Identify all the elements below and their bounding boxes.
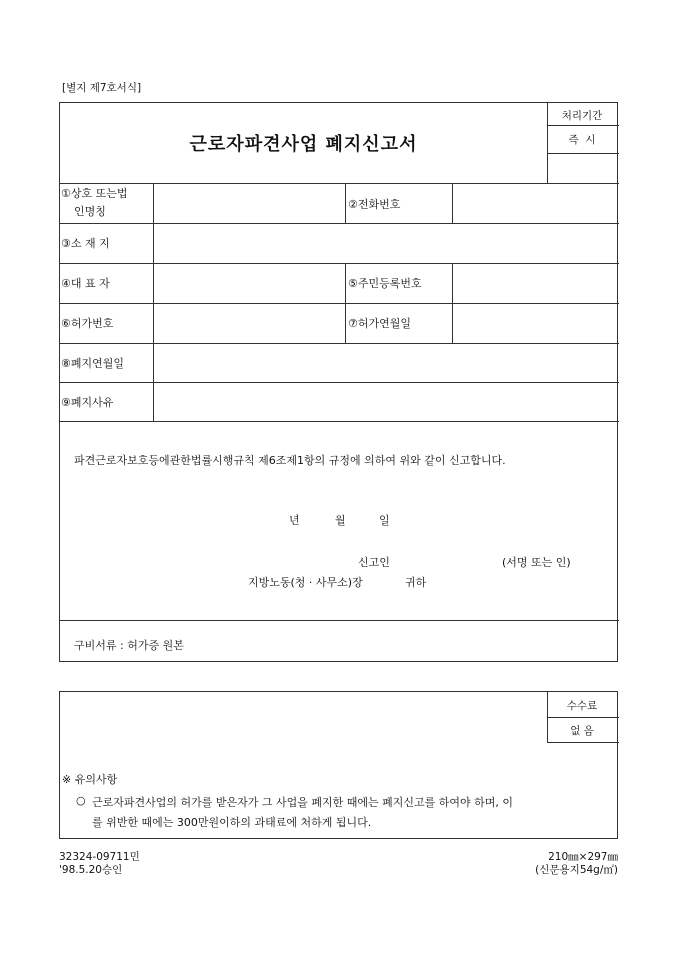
- divider: [60, 263, 619, 264]
- permit-date-label: ⑦허가연월일: [348, 317, 411, 330]
- divider: [60, 183, 619, 184]
- processing-period-value: 즉 시: [568, 134, 596, 146]
- year-label: 년: [289, 514, 300, 527]
- divider: [345, 183, 346, 223]
- divider: [60, 421, 619, 422]
- closure-reason-label: ⑨폐지사유: [61, 396, 114, 409]
- permit-number-label: ⑥허가번호: [61, 317, 114, 330]
- paper-type: (신문용지54g/㎡): [535, 864, 618, 876]
- divider: [547, 125, 619, 126]
- divider: [452, 263, 453, 343]
- notes-line-2: 를 위반한 때에는 300만원이하의 과태료에 처하게 됩니다.: [92, 816, 372, 829]
- divider: [452, 183, 453, 223]
- closure-date-label: ⑧폐지연월일: [61, 357, 124, 370]
- divider: [60, 303, 619, 304]
- fee-value: 없 음: [570, 725, 594, 737]
- company-name-label-cont: 인명칭: [74, 205, 106, 218]
- form-number-label: [별지 제7호서식]: [62, 82, 142, 94]
- divider: [60, 620, 619, 621]
- resident-number-label: ⑤주민등록번호: [348, 277, 422, 290]
- address-label: ③소 재 지: [61, 237, 110, 250]
- month-label: 월: [335, 514, 346, 527]
- notes-heading: ※ 유의사항: [62, 773, 118, 786]
- form-code: 32324-09711민: [59, 851, 140, 863]
- declaration-statement: 파견근로자보호등에관한법률시행규칙 제6조제1항의 규정에 의하여 위와 같이 신고합니다.: [74, 454, 506, 467]
- divider: [547, 717, 619, 718]
- notes-line-1: 근로자파견사업의 허가를 받은자가 그 사업을 폐지한 때에는 폐지신고를 하여야 하며, 이: [92, 796, 513, 809]
- fee-label: 수수료: [566, 700, 598, 712]
- divider: [547, 742, 619, 743]
- bullet-icon: ○: [76, 794, 86, 807]
- signature-note: (서명 또는 인): [502, 556, 571, 569]
- phone-label: ②전화번호: [348, 198, 401, 211]
- divider: [60, 223, 619, 224]
- applicant-label: 신고인: [358, 556, 390, 569]
- processing-period-label: 처리기간: [561, 110, 603, 122]
- honorific: 귀하: [405, 576, 427, 589]
- company-name-label: ①상호 또는법: [61, 187, 128, 200]
- day-label: 일: [379, 514, 390, 527]
- divider: [345, 263, 346, 343]
- representative-label: ④대 표 자: [61, 277, 110, 290]
- addressee: 지방노동(청 · 사무소)장: [248, 576, 363, 589]
- form-title: 근로자파견사업 폐지신고서: [189, 134, 418, 155]
- divider: [547, 153, 619, 154]
- divider: [60, 343, 619, 344]
- approval-date: '98.5.20승인: [59, 864, 123, 876]
- paper-size: 210㎜×297㎜: [548, 851, 618, 863]
- divider: [153, 183, 154, 421]
- divider: [60, 382, 619, 383]
- required-documents: 구비서류 : 허가증 원본: [74, 639, 184, 652]
